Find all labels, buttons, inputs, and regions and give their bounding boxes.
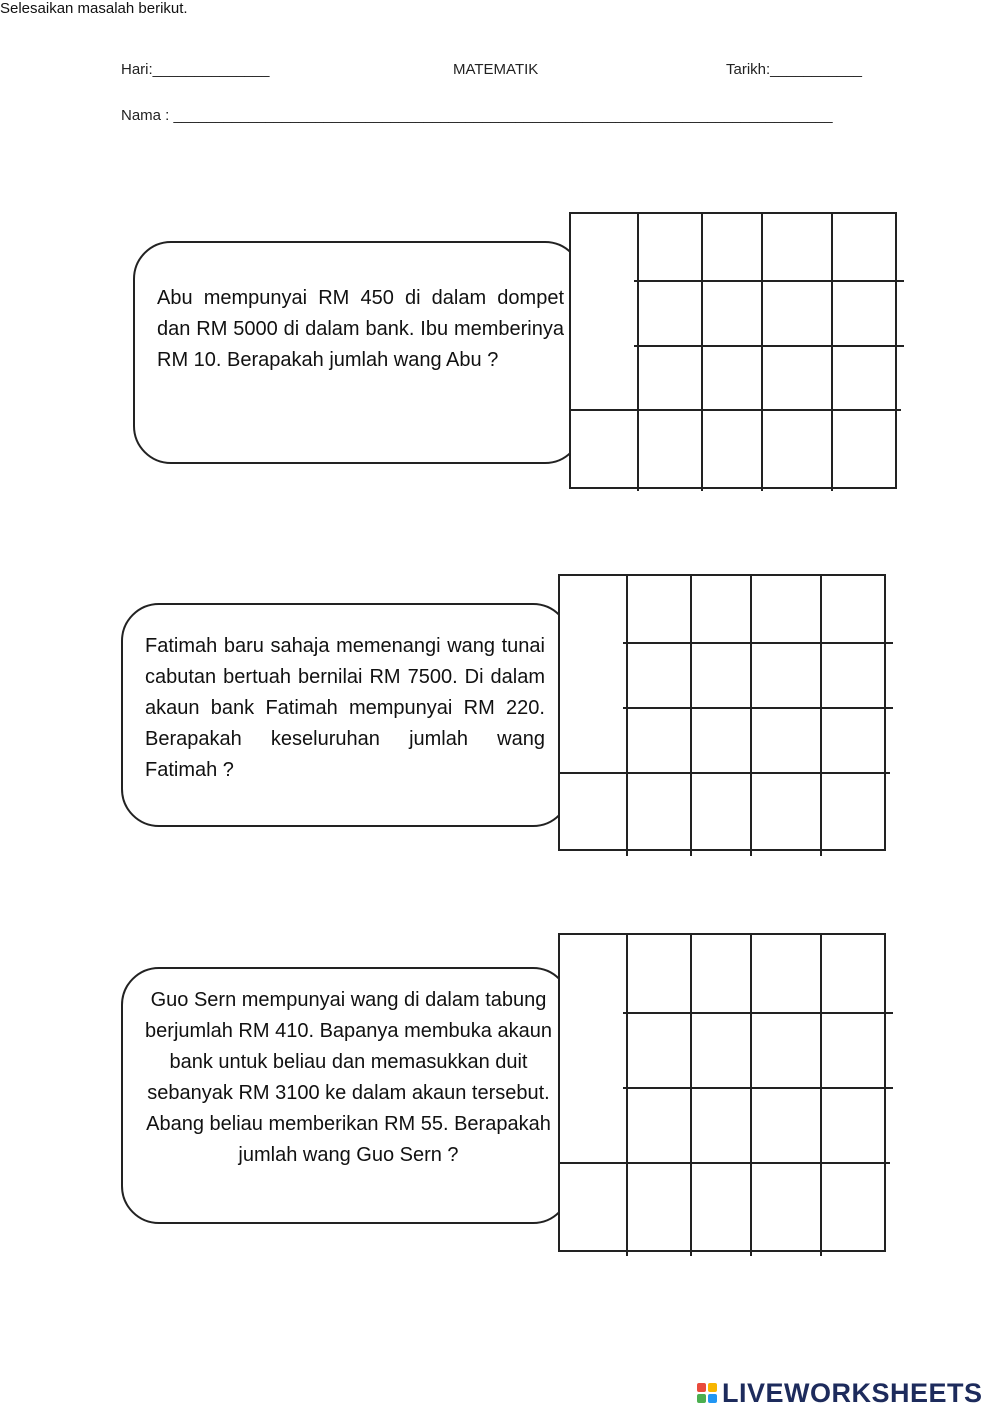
question-text-2: Fatimah baru sahaja memenangi wang tunai cabutan bertuah bernilai RM 7500. Di dalam akaun bank Fatimah mempunyai RM 220. Berapakah keseluruhan jumlah wang Fatimah ? xyxy=(145,635,545,781)
brand-name: LIVEWORKSHEETS xyxy=(722,1377,983,1408)
name-field: Nama : _______________________________________________________________________________ xyxy=(121,107,833,124)
answer-grid-1[interactable] xyxy=(569,212,897,489)
instruction-text: Selesaikan masalah berikut. xyxy=(0,0,188,17)
subject-title: MATEMATIK xyxy=(453,61,539,78)
question-text-3: Guo Sern mempunyai wang di dalam tabung berjumlah RM 410. Bapanya membuka akaun bank untuk beliau dan memasukkan duit sebanyak RM 3100 ke dalam akaun tersebut. Abang beliau memberikan RM 55. Berapakah jumlah wang Guo Sern ? xyxy=(145,989,552,1166)
date-day-field: Hari:______________ xyxy=(121,61,270,78)
question-text-1: Abu mempunyai RM 450 di dalam dompet dan RM 5000 di dalam bank. Ibu memberinya RM 10. Berapakah jumlah wang Abu ? xyxy=(157,287,564,371)
answer-grid-3[interactable] xyxy=(558,933,886,1252)
answer-grid-2[interactable] xyxy=(558,574,886,851)
date-field: Tarikh:___________ xyxy=(726,61,862,78)
liveworksheets-logo xyxy=(697,1378,983,1408)
logo-icon xyxy=(697,1383,717,1403)
